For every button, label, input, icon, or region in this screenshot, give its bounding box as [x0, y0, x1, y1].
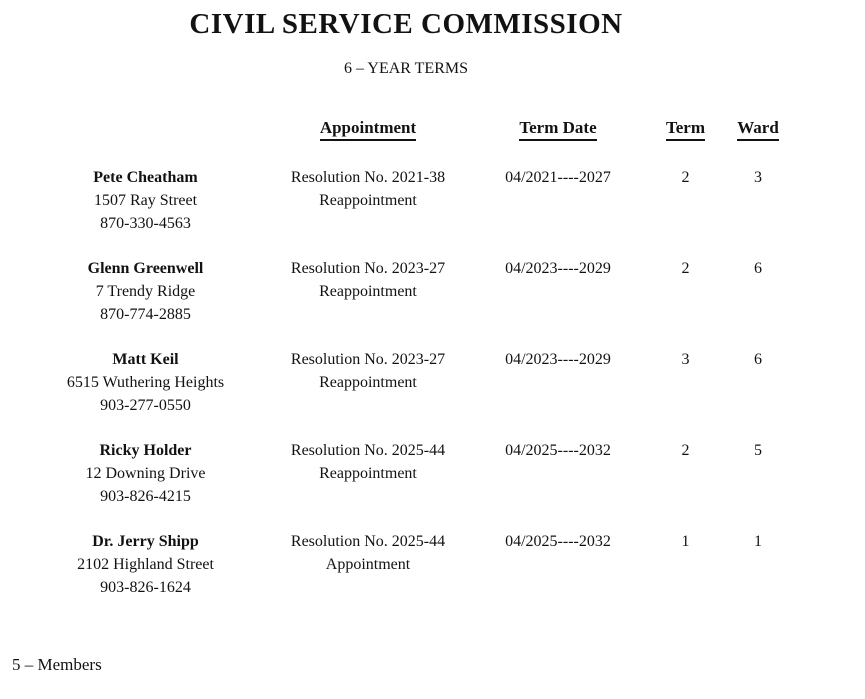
appointment-type: Appointment [325, 556, 411, 573]
member-address: 2102 Highland Street [77, 556, 214, 573]
column-header-member-spacer [23, 118, 268, 140]
member-name: Dr. Jerry Shipp [92, 533, 199, 550]
term-number: 1 [681, 533, 690, 550]
appointment-type: Reappointment [319, 374, 417, 391]
resolution-number: Resolution No. 2025-44 [290, 533, 446, 550]
term-number: 2 [681, 442, 690, 459]
appointment-type: Reappointment [319, 192, 417, 209]
member-phone: 870-774-2885 [100, 306, 191, 323]
term-number: 2 [681, 260, 690, 277]
term-date: 04/2023----2029 [505, 351, 611, 368]
column-header-term-date-label: Term Date [519, 118, 596, 141]
member-cell [23, 166, 268, 235]
member-name: Ricky Holder [99, 442, 192, 459]
column-header-term-date [468, 118, 648, 140]
member-name: Matt Keil [112, 351, 179, 368]
column-header-appointment-label: Appointment [320, 118, 416, 141]
member-address: 1507 Ray Street [93, 192, 198, 209]
member-address: 6515 Wuthering Heights [66, 374, 225, 391]
appointment-cell [268, 257, 468, 326]
column-header-ward-label: Ward [737, 118, 779, 141]
column-header-appointment [268, 118, 468, 140]
column-header-term [648, 118, 723, 140]
appointment-type: Reappointment [319, 465, 417, 482]
members-count: 5 – Members [12, 655, 102, 674]
appointment-type: Reappointment [319, 283, 417, 300]
resolution-number: Resolution No. 2025-44 [290, 442, 446, 459]
resolution-number: Resolution No. 2021-38 [290, 169, 446, 186]
member-name: Pete Cheatham [93, 169, 198, 186]
ward-number: 5 [754, 442, 762, 459]
resolution-number: Resolution No. 2023-27 [290, 351, 446, 368]
members-table [23, 118, 793, 621]
ward-number: 6 [754, 351, 762, 368]
member-phone: 903-826-4215 [100, 488, 191, 505]
member-cell [23, 257, 268, 326]
member-cell [23, 348, 268, 417]
appointment-cell [268, 439, 468, 508]
member-cell [23, 530, 268, 599]
term-date: 04/2025----2032 [505, 442, 611, 459]
member-phone: 903-277-0550 [100, 397, 191, 414]
term-date: 04/2023----2029 [505, 260, 611, 277]
resolution-number: Resolution No. 2023-27 [290, 260, 446, 277]
ward-number: 3 [754, 169, 762, 186]
term-number: 2 [681, 169, 690, 186]
page-title: CIVIL SERVICE COMMISSION [189, 8, 623, 40]
page-subtitle: 6 – YEAR TERMS [343, 60, 468, 77]
member-phone: 870-330-4563 [100, 215, 191, 232]
appointment-cell [268, 530, 468, 599]
member-name: Glenn Greenwell [87, 260, 204, 277]
column-header-term-label: Term [666, 118, 705, 141]
term-date: 04/2025----2032 [505, 533, 611, 550]
term-date: 04/2021----2027 [505, 169, 611, 186]
member-address: 7 Trendy Ridge [95, 283, 196, 300]
column-header-ward [723, 118, 793, 140]
term-number: 3 [681, 351, 690, 368]
ward-number: 6 [754, 260, 762, 277]
member-address: 12 Downing Drive [85, 465, 206, 482]
member-phone: 903-826-1624 [100, 579, 191, 596]
appointment-cell [268, 348, 468, 417]
ward-number: 1 [754, 533, 762, 550]
member-cell [23, 439, 268, 508]
appointment-cell [268, 166, 468, 235]
